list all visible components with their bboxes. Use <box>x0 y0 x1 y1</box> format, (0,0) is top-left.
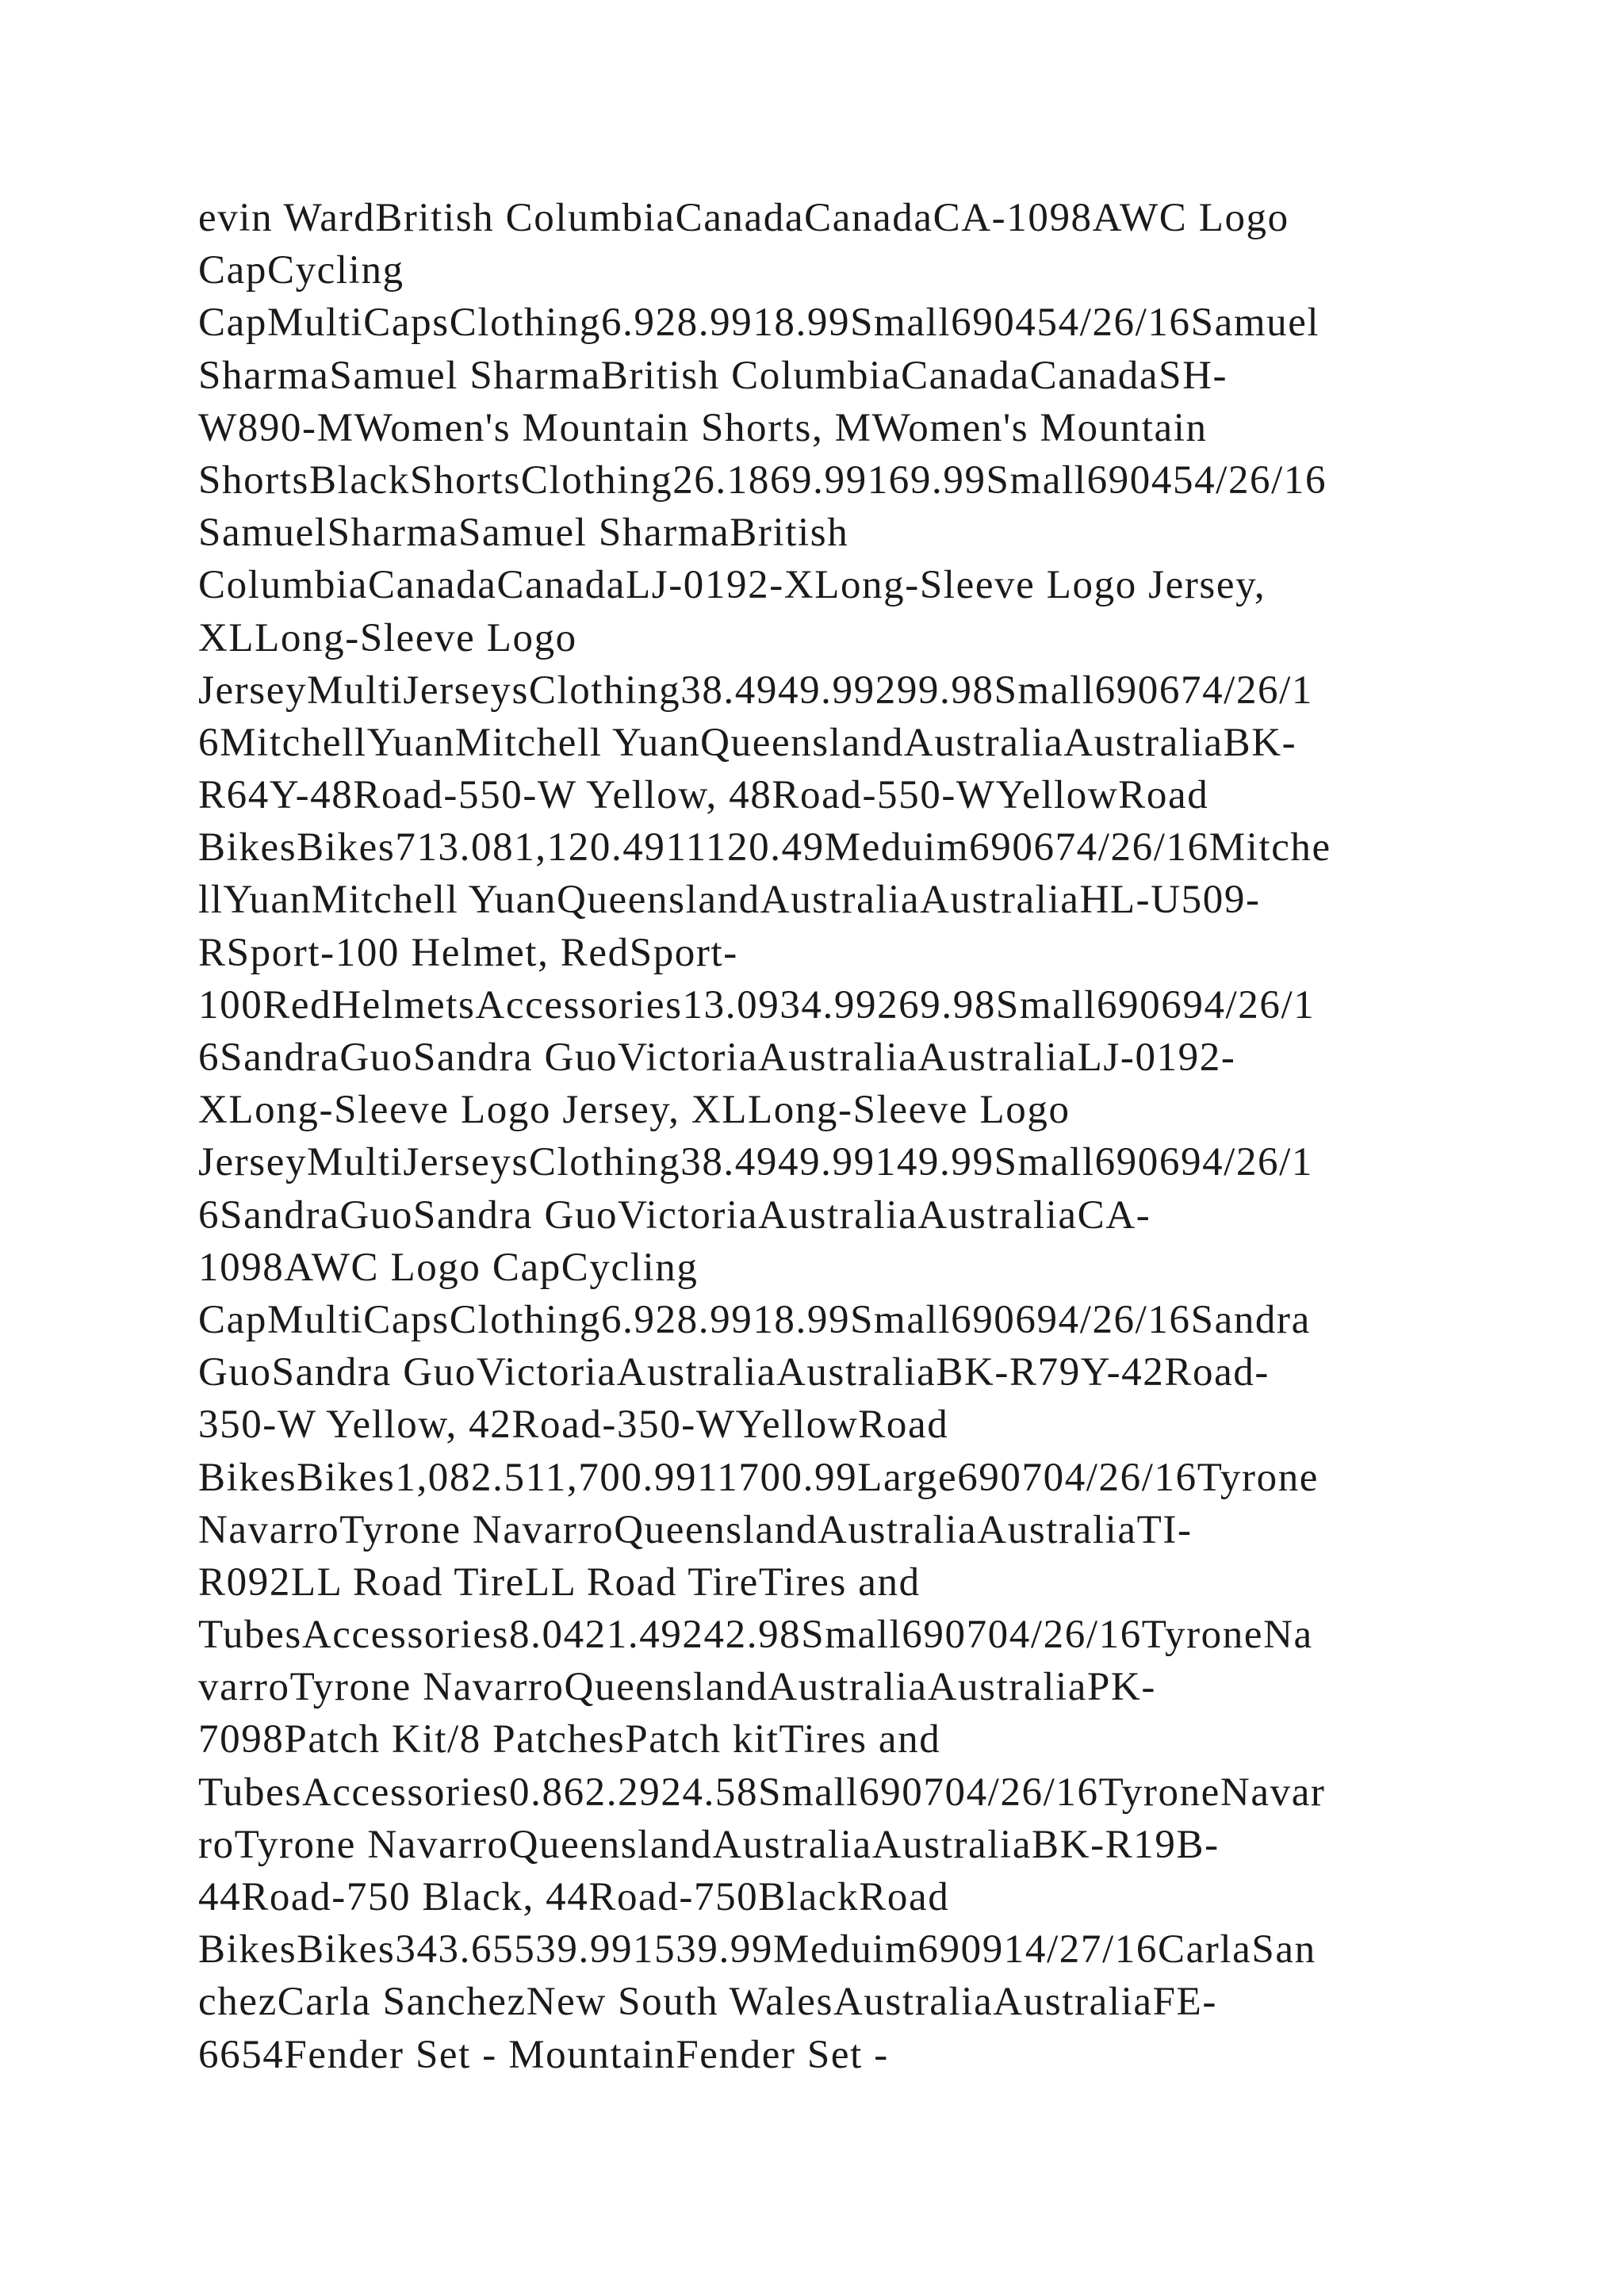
text-line: BikesBikes343.65539.991539.99Meduim690914/27/16CarlaSan <box>198 1927 1316 1973</box>
body-text <box>198 192 1435 2081</box>
text-line: 6654Fender Set - MountainFender Set - <box>198 2032 889 2077</box>
text-line: 350-W Yellow, 42Road-350-WYellowRoad <box>198 1402 949 1448</box>
text-line: SamuelSharmaSamuel SharmaBritish <box>198 511 849 556</box>
text-line: 44Road-750 Black, 44Road-750BlackRoad <box>198 1875 950 1919</box>
text-line: CapMultiCapsClothing6.928.9918.99Small690694/26/16Sandra <box>198 1297 1311 1342</box>
text-line: BikesBikes713.081,120.4911120.49Meduim690674/26/16Mitche <box>198 825 1331 871</box>
text-line: GuoSandra GuoVictoriaAustraliaAustraliaBK-R79Y-42Road- <box>198 1350 1270 1395</box>
text-line: R64Y-48Road-550-W Yellow, 48Road-550-WYellowRoad <box>198 773 1209 818</box>
text-line: 6SandraGuoSandra GuoVictoriaAustraliaAustraliaLJ-0192- <box>198 1035 1236 1080</box>
text-line: BikesBikes1,082.511,700.9911700.99Large690704/26/16Tyrone <box>198 1455 1320 1500</box>
text-line: 6SandraGuoSandra GuoVictoriaAustraliaAustraliaCA- <box>198 1192 1151 1238</box>
text-line: ColumbiaCanadaCanadaLJ-0192-XLong-Sleeve Logo Jersey, <box>198 563 1266 608</box>
text-line: llYuanMitchell YuanQueenslandAustraliaAustraliaHL-U509- <box>198 878 1261 923</box>
text-line: evin WardBritish ColumbiaCanadaCanadaCA-1098AWC Logo <box>198 196 1289 240</box>
text-line: 7098Patch Kit/8 PatchesPatch kitTires and <box>198 1717 941 1762</box>
text-line: JerseyMultiJerseysClothing38.4949.99149.99Small690694/26/1 <box>198 1140 1314 1185</box>
text-line: XLLong-Sleeve Logo <box>198 615 577 660</box>
text-line: TubesAccessories0.862.2924.58Small690704/26/16TyroneNavar <box>198 1770 1326 1815</box>
text-line: R092LL Road TireLL Road TireTires and <box>198 1559 921 1605</box>
text-line: W890-MWomen's Mountain Shorts, MWomen's Mountain <box>198 405 1208 450</box>
text-line: varroTyrone NavarroQueenslandAustraliaAustraliaPK- <box>198 1665 1156 1710</box>
text-line: CapCycling <box>198 248 404 293</box>
text-line: TubesAccessories8.0421.49242.98Small690704/26/16TyroneNa <box>198 1613 1313 1658</box>
text-line: 100RedHelmetsAccessories13.0934.99269.98Small690694/26/1 <box>198 982 1316 1027</box>
text-line: chezCarla SanchezNew South WalesAustraliaAustraliaFE- <box>198 1980 1217 2025</box>
text-line: XLong-Sleeve Logo Jersey, XLLong-Sleeve Logo <box>198 1088 1071 1133</box>
text-line: ShortsBlackShortsClothing26.1869.99169.99Small690454/26/16 <box>198 457 1327 503</box>
text-line: roTyrone NavarroQueenslandAustraliaAustraliaBK-R19B- <box>198 1822 1220 1867</box>
text-line: 6MitchellYuanMitchell YuanQueenslandAustraliaAustraliaBK- <box>198 720 1297 765</box>
text-line: SharmaSamuel SharmaBritish ColumbiaCanadaCanadaSH- <box>198 353 1228 398</box>
text-line: 1098AWC Logo CapCycling <box>198 1245 699 1290</box>
text-line: RSport-100 Helmet, RedSport- <box>198 930 738 975</box>
text-line: JerseyMultiJerseysClothing38.4949.99299.98Small690674/26/1 <box>198 668 1314 713</box>
text-line: CapMultiCapsClothing6.928.9918.99Small690454/26/16Samuel <box>198 300 1320 346</box>
text-line: NavarroTyrone NavarroQueenslandAustraliaAustraliaTI- <box>198 1507 1193 1552</box>
